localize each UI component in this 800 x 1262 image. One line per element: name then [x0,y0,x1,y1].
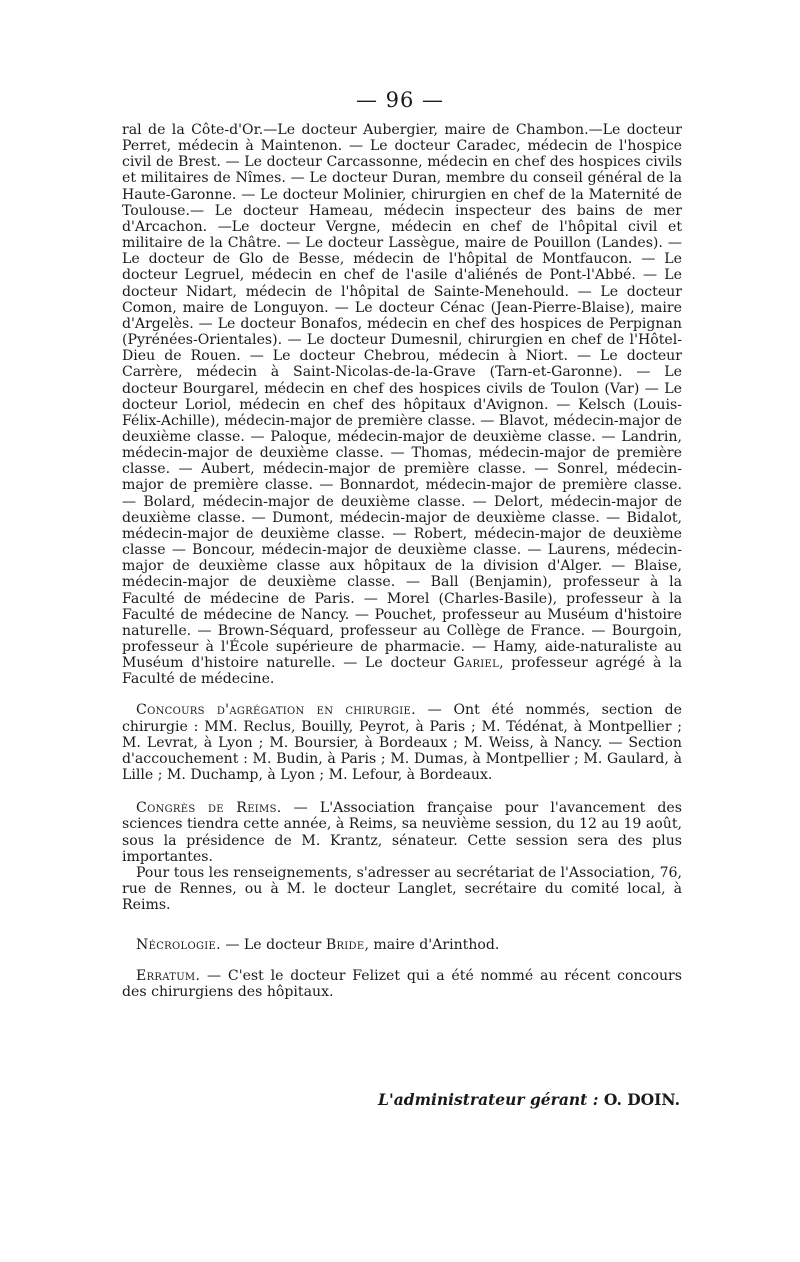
signature-name: O. DOIN. [603,1090,680,1109]
congres-heading: Congrès de Reims. [136,800,282,817]
erratum-heading: Erratum. [136,967,201,984]
nominations-paragraph [122,122,682,687]
nominations-text: ral de la Côte-d'Or.—Le docteur Aubergier, maire de Chambon.—Le docteur Perret, médecin à Maintenon. — Le docteur Caradec, médecin de l'hospice civil de Brest. — Le docteur Carcassonne, médecin en chef des hospices civils et militaires de Nîmes. — Le docteur Duran, membre du conseil général de la Haute-Garonne. — Le docteur Molinier, chirurgien en chef de la Maternité de Toulouse.— Le docteur Hameau, médecin inspecteur des bains de mer d'Arcachon. —Le docteur Vergne, médecin en chef de l'hôpital civil et militaire de la Châtre. — Le docteur Lassègue, maire de Pouillon (Landes). — Le docteur de Glo de Besse, médecin de l'hôpital de Montfaucon. — Le docteur Legruel, médecin en chef de l'asile d'aliénés de Pont-l'Abbé. — Le docteur Nidart, médecin de l'hôpital de Sainte-Menehould. — Le docteur Comon, maire de Longuyon. — Le docteur Cénac (Jean-Pierre-Blaise), maire d'Argelès. — Le docteur Bonafos, médecin en chef des hospices de Perpignan (Pyrénées-Orientales). — Le docteur Dumesnil, chirurgien en chef de l'Hôtel-Dieu de Rouen. — Le docteur Chebrou, médecin à Niort. — Le docteur Carrère, médecin à Saint-Nicolas-de-la-Grave (Tarn-et-Garonne). — Le docteur Bourgarel, médecin en chef des hospices civils de Toulon (Var) — Le docteur Loriol, médecin en chef des hôpitaux d'Avignon. — Kelsch (Louis-Félix-Achille), médecin-major de première classe. — Blavot, médecin-major de deuxième classe. — Paloque, médecin-major de deuxième classe. — Landrin, médecin-major de deuxième classe. — Thomas, médecin-major de première classe. — Aubert, médecin-major de première classe. — Sonrel, médecin-major de première classe. — Bonnardot, médecin-major de première classe. — Bolard, médecin-major de deuxième classe. — Delort, médecin-major de deuxième classe. — Dumont, médecin-major de deuxième classe. — Bidalot, médecin-major de deuxième classe. — Robert, médecin-major de deuxième classe — Boncour, médecin-major de deuxième classe. — Laurens, médecin-major de deuxième classe aux hôpitaux de la division d'Alger. — Blaise, médecin-major de deuxième classe. — Ball (Benjamin), professeur à la Faculté de médecine de Paris. — Morel (Charles-Basile), professeur à la Faculté de médecine de Nancy. — Pouchet, professeur au Muséum d'histoire naturelle. — Brown-Séquard, professeur au Collège de France. — Bourgoin, professeur à l'École supérieure de pharmacie. — Hamy, aide-naturaliste au Muséum d'histoire naturelle. — Le docteur [122,122,682,672]
gariel-name: Gariel [453,655,500,672]
concours-paragraph [122,702,682,783]
signature-label: L'administrateur gérant : [378,1090,599,1109]
congres-paragraph [122,800,682,865]
concours-heading: Concours d'agrégation en chirurgie. [136,702,416,719]
necrologie-heading: Nécrologie. [136,937,221,954]
page-number: — 96 — [355,88,445,112]
necrologie-paragraph [122,937,682,953]
page-body [122,122,682,1000]
necrologie-text-end: , maire d'Arinthod. [364,937,500,954]
signature [0,1090,680,1109]
concours-text: — Ont été nommés, section de chirurgie : MM. Reclus, Bouilly, Peyrot, à Paris ; M. Tédénat, à Montpellier ; M. Levrat, à Lyon ; M. Boursier, à Bordeaux ; M. Weiss, à Nancy. — Section d'accouchement : M. Budin, à Paris ; M. Dumas, à Montpellier ; M. Gaulard, à Lille ; M. Duchamp, à Lyon ; M. Lefour, à Bordeaux. [122,702,682,784]
necrologie-name: Bride [325,937,365,954]
nominations-text-end: , professeur agrégé à la Faculté de médecine. [122,655,682,688]
erratum-text: — C'est le docteur Felizet qui a été nommé au récent concours des chirurgiens des hôpitaux. [122,967,682,1000]
congres-info-paragraph: Pour tous les renseignements, s'adresser au secrétariat de l'Association, 76, rue de Rennes, ou à M. le docteur Langlet, secrétaire du comité local, à Reims. [122,864,682,914]
erratum-paragraph [122,968,682,1000]
congres-text: — L'Association française pour l'avancement des sciences tiendra cette année, à Reims, sa neuvième session, du 12 au 19 août, sous la présidence de M. Krantz, sénateur. Cette session sera des plus importantes. [122,800,682,865]
necrologie-text: — Le docteur [220,937,326,954]
